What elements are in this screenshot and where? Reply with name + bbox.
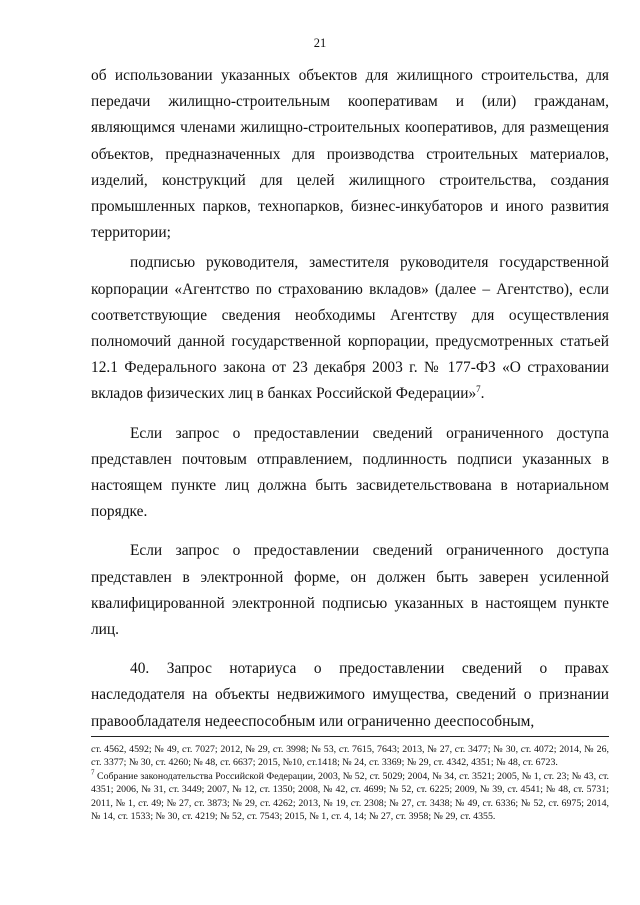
paragraph-postal-request: Если запрос о предоставлении сведений ограниченного доступа представлен почтовым отправлением, подлинность подписи указанных в настоящем пункте лиц должна быть засвидетельствована в нотариальном порядке. (91, 424, 609, 521)
footnote-ref-7: 7 (476, 384, 481, 395)
footnote-divider (91, 736, 609, 737)
footnotes (91, 743, 609, 823)
footnote-7-mark: 7 (91, 768, 95, 777)
paragraph-end-period: . (480, 385, 485, 403)
paragraph-notary-request: 40. Запрос нотариуса о предоставлении сведений о правах наследодателя на объекты недвижимого имущества, сведений о признании правообладателя недееспособным или ограниченно дееспособным, (91, 660, 609, 730)
footnote-7 (91, 770, 609, 824)
document-body (91, 63, 609, 735)
paragraph-agency-signature-text: подписью руководителя, заместителя руководителя государственной корпорации «Агентство по страхованию вкладов» (далее – Агентство), если соответствующие сведения необходимы Агентству для осуществления полномочий данной государственной корпорации, предусмотренных статьей 12.1 Федерального закона от 23 декабря 2003 г. № 177-ФЗ «О страховании вкладов физических лиц в банках Российской Федерации» (91, 254, 609, 403)
page-number: 21 (313, 36, 327, 50)
paragraph-electronic-request: Если запрос о предоставлении сведений ограниченного доступа представлен в электронной форме, он должен быть заверен усиленной квалифицированной электронной подписью указанных в настоящем пункте лиц. (91, 542, 609, 639)
footnote-continued: ст. 4562, 4592; № 49, ст. 7027; 2012, № 29, ст. 3998; № 53, ст. 7615, 7643; 2013, № 27, ст. 3477; № 30, ст. 4072; 2014, № 26, ст. 3377; № 30, ст. 4260; № 48, ст. 6637; 2015, №10, ст.1418; № 24, ст. 3369; № 29, ст. 4342, 4351; № 48, ст. 6723. (91, 744, 609, 769)
paragraph-agency-signature (91, 250, 609, 407)
paragraph-territory-use: об использовании указанных объектов для жилищного строительства, для передачи жилищно-строительным кооперативам и (или) гражданам, являющимся членами жилищно-строительных кооперативов, для размещения объектов, предназначенных для производства строительных материалов, изделий, конструкций для целей жилищного строительства, создания промышленных парков, технопарков, бизнес-инкубаторов и иного развития территории; (91, 67, 609, 242)
footnote-7-text: Собрание законодательства Российской Федерации, 2003, № 52, ст. 5029; 2004, № 34, ст. 3521; 2005, № 1, ст. 23; № 43, ст. 4351; 2006, № 31, ст. 3449; 2007, № 12, ст. 1350; 2008, № 42, ст. 4699; № 52, ст. 6225; 2009, № 39, ст. 4541; № 48, ст. 5731; 2011, № 1, ст. 49; № 27, ст. 3873; № 29, ст. 4262; 2013, № 19, ст. 2308; № 27, ст. 3438; № 49, ст. 6336; № 52, ст. 6975; 2014, № 14, ст. 1533; № 30, ст. 4219; № 52, ст. 7543; 2015, № 1, ст. 4, 14; № 27, ст. 3958; № 29, ст. 4355. (91, 770, 609, 823)
